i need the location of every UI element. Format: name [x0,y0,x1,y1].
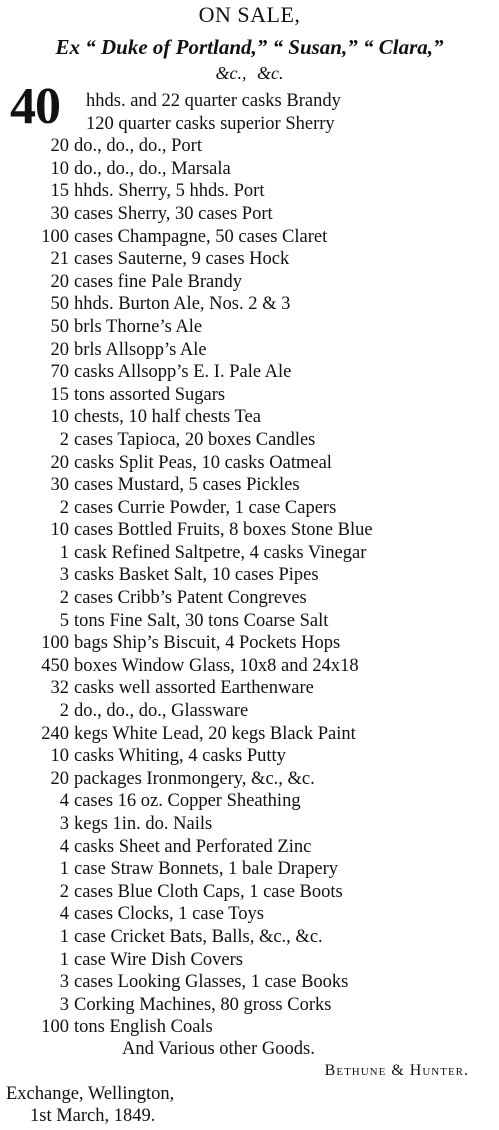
goods-quantity: 100 [41,226,69,247]
goods-quantity: 5 [59,610,69,631]
goods-description: do., do., do., Port [74,136,202,157]
goods-description: cases Sherry, 30 cases Port [74,203,273,224]
goods-quantity: 2 [59,881,69,902]
goods-quantity: 21 [50,249,69,270]
goods-quantity: 50 [50,316,69,337]
goods-quantity: 15 [50,384,69,405]
goods-list-item [0,723,499,746]
goods-list-item [0,836,499,859]
goods-quantity: 30 [50,475,69,496]
goods-quantity: 1 [59,542,69,563]
goods-list-item [0,994,499,1017]
goods-description: tons assorted Sugars [74,384,226,405]
goods-quantity: 100 [41,633,69,654]
goods-quantity: 20 [50,768,69,789]
goods-list-item [0,949,499,972]
goods-description: cases Sauterne, 9 cases Hock [74,249,290,270]
goods-description: cases Tapioca, 20 boxes Candles [74,429,316,450]
goods-description: chests, 10 half chests Tea [74,407,261,428]
goods-list-item [0,384,499,407]
goods-list-item [0,406,499,429]
goods-quantity: 4 [59,836,69,857]
goods-list-item [0,180,499,203]
goods-quantity: 10 [50,158,69,179]
goods-quantity: 20 [50,452,69,473]
goods-description: do., do., do., Glassware [74,701,249,722]
goods-list-item [0,452,499,475]
goods-description: cask Refined Saltpetre, 4 casks Vinegar [74,542,367,563]
goods-quantity: 2 [59,497,69,518]
goods-description: cases Champagne, 50 cases Claret [74,226,328,247]
goods-list [0,90,499,1039]
goods-quantity: 15 [50,181,69,202]
goods-quantity: 1 [59,859,69,880]
goods-list-item [0,610,499,633]
goods-list-item [0,226,499,249]
goods-description: cases Bottled Fruits, 8 boxes Stone Blue [74,520,373,541]
goods-quantity: 3 [59,814,69,834]
goods-list-item [0,474,499,497]
goods-description: casks Basket Salt, 10 cases Pipes [74,565,319,586]
closing-line: And Various other Goods. [122,1039,315,1059]
goods-quantity: 10 [50,746,69,767]
goods-description: casks well assorted Earthenware [74,678,314,699]
goods-list-item [0,497,499,520]
goods-description: case Straw Bonnets, 1 bale Drapery [74,859,339,880]
goods-quantity: 10 [50,407,69,428]
goods-description: bags Ship’s Biscuit, 4 Pockets Hops [74,633,341,654]
goods-quantity: 100 [41,1017,69,1038]
goods-list-item [0,293,499,316]
goods-description: kegs 1in. do. Nails [74,814,213,834]
goods-description: kegs White Lead, 20 kegs Black Paint [74,723,356,744]
goods-list-item [0,1016,499,1039]
goods-quantity: 3 [59,972,69,993]
goods-list-item [0,587,499,610]
goods-quantity: 70 [50,362,69,383]
goods-list-item [0,903,499,926]
goods-list-item [0,881,499,904]
goods-list-item [0,790,499,813]
goods-list-item [0,203,499,226]
goods-description: do., do., do., Marsala [74,158,231,179]
goods-list-item [0,564,499,587]
goods-list-item [0,926,499,949]
goods-description: casks Sheet and Perforated Zinc [74,836,312,857]
goods-description: cases Currie Powder, 1 case Capers [74,497,337,518]
location-line: Exchange, Wellington, [6,1084,175,1104]
goods-quantity: 4 [59,791,69,812]
lead-quantity-number: 40 [10,78,60,135]
goods-quantity: 20 [50,339,69,360]
goods-list-item [0,655,499,678]
goods-list-item [0,135,499,158]
goods-quantity: 240 [41,723,69,744]
goods-description: tons Fine Salt, 30 tons Coarse Salt [74,610,329,631]
goods-description: Corking Machines, 80 gross Corks [74,994,332,1015]
goods-description: brls Allsopp’s Ale [74,339,207,360]
goods-list-item [0,519,499,542]
goods-description: cases 16 oz. Copper Sheathing [74,791,301,812]
goods-list-item [0,813,499,836]
goods-quantity: 20 [50,271,69,292]
goods-list-item [0,429,499,452]
goods-description: cases Looking Glasses, 1 case Books [74,972,349,993]
goods-quantity: 4 [59,904,69,925]
ship-names-subheading: Ex “ Duke of Portland,” “ Susan,” “ Clara,” [55,35,444,59]
goods-description: cases Mustard, 5 cases Pickles [74,475,300,496]
goods-list-item [0,677,499,700]
goods-list-item [0,768,499,791]
goods-list-item [0,316,499,339]
goods-list-item [0,745,499,768]
goods-quantity: 50 [50,294,69,315]
goods-quantity: 10 [50,520,69,541]
goods-quantity: 2 [59,429,69,450]
goods-list-item [0,361,499,384]
date-line: 1st March, 1849. [30,1106,156,1126]
goods-description: brls Thorne’s Ale [74,316,203,337]
goods-list-item [0,248,499,271]
goods-list-item [0,700,499,723]
goods-description: hhds. Sherry, 5 hhds. Port [74,181,265,202]
goods-list-item [0,158,499,181]
goods-quantity: 2 [59,588,69,609]
goods-quantity: 3 [59,994,69,1015]
goods-quantity: 32 [50,678,69,699]
goods-description: casks Whiting, 4 casks Putty [74,746,286,767]
goods-list-item [0,339,499,362]
goods-description: hhds. and 22 quarter casks Brandy [86,91,341,111]
goods-quantity: 1 [59,949,69,970]
goods-list-item [0,90,499,113]
goods-list-item [0,271,499,294]
goods-description: cases Clocks, 1 case Toys [74,904,265,925]
goods-list-item [0,632,499,655]
advertisement-heading: ON SALE, [198,2,301,27]
goods-description: hhds. Burton Ale, Nos. 2 & 3 [74,294,291,315]
goods-description: cases fine Pale Brandy [74,271,242,292]
etc-line: &c., &c. [215,63,284,83]
merchant-signature: Bethune & Hunter. [324,1062,469,1079]
goods-quantity: 20 [50,136,69,157]
goods-description: packages Ironmongery, &c., &c. [74,768,315,789]
goods-quantity: 3 [59,565,69,586]
goods-list-item [0,542,499,565]
goods-quantity: 2 [59,701,69,722]
goods-quantity: 450 [41,655,69,676]
goods-description: case Cricket Bats, Balls, &c., &c. [74,926,323,947]
goods-description: boxes Window Glass, 10x8 and 24x18 [74,655,359,676]
goods-description: case Wire Dish Covers [74,949,243,970]
goods-description: 120 quarter casks superior Sherry [86,113,335,134]
goods-description: cases Blue Cloth Caps, 1 case Boots [74,881,343,902]
goods-quantity: 1 [59,926,69,947]
goods-description: tons English Coals [74,1017,213,1038]
goods-list-item [0,858,499,881]
goods-description: casks Allsopp’s E. I. Pale Ale [74,362,292,383]
goods-list-item [0,113,499,136]
goods-quantity: 30 [50,203,69,224]
goods-list-item [0,971,499,994]
goods-description: cases Cribb’s Patent Congreves [74,588,307,609]
goods-description: casks Split Peas, 10 casks Oatmeal [74,452,332,473]
